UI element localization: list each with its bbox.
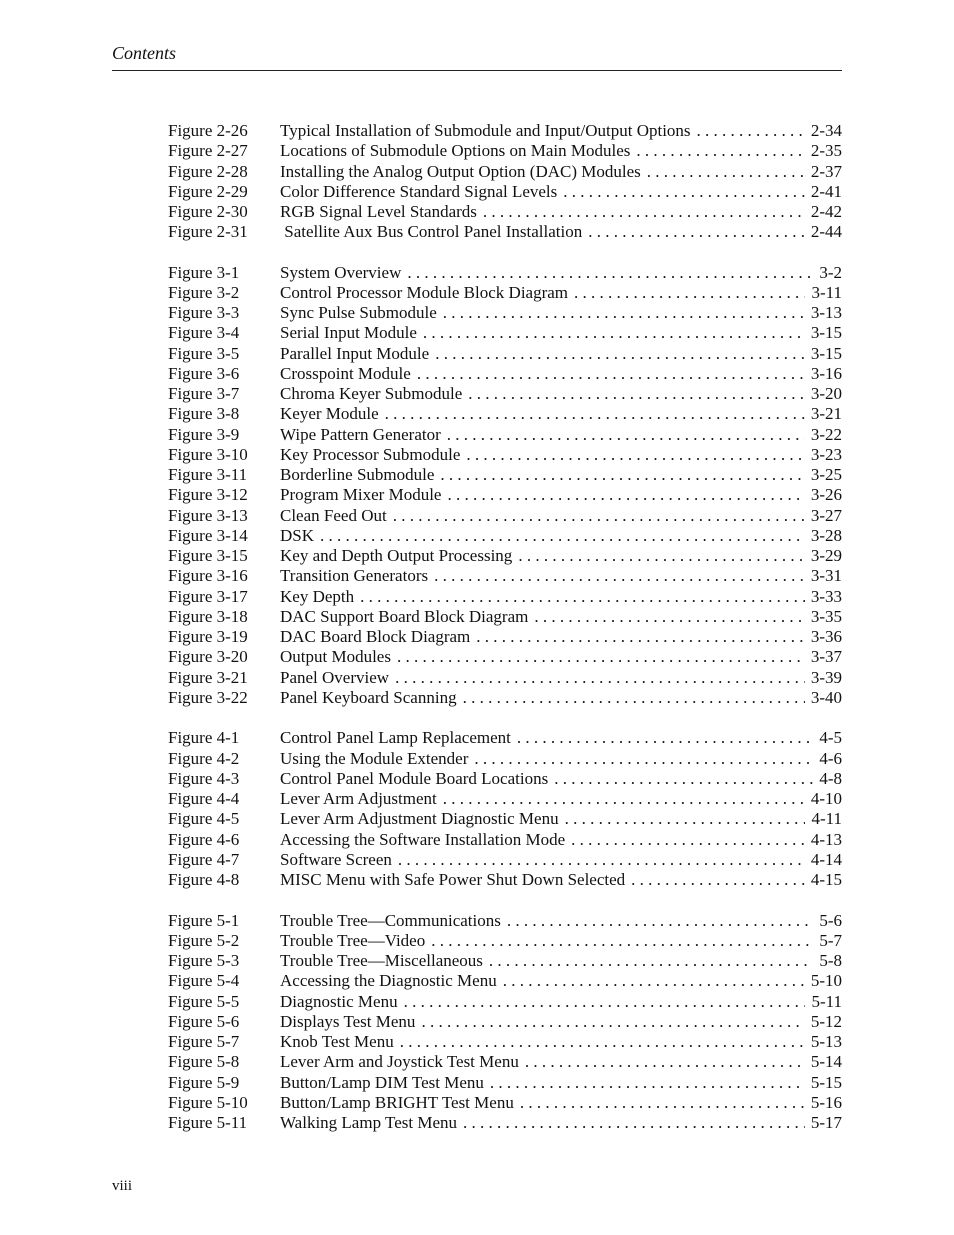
figure-number: Figure 3-4: [168, 323, 240, 343]
figure-number: Figure 3-21: [168, 667, 248, 687]
dot-leader: [466, 445, 804, 465]
figure-title: Locations of Submodule Options on Main Modules: [280, 141, 631, 161]
figure-number: Figure 2-30: [168, 202, 248, 221]
figure-title: Crosspoint Module: [280, 363, 411, 383]
figure-page: 3-37: [810, 647, 842, 667]
figure-title: Button/Lamp DIM Test Menu: [280, 1072, 484, 1092]
running-head-title: Contents: [112, 43, 177, 63]
figure-title: Knob Test Menu: [280, 1032, 394, 1052]
figure-title: Accessing the Software Installation Mode: [280, 829, 566, 849]
figure-number: Figure 3-15: [168, 546, 248, 566]
figure-page: 4-11: [811, 809, 842, 829]
figure-page: 3-22: [810, 424, 842, 444]
figure-page: 3-11: [811, 282, 842, 302]
figure-title: Clean Feed Out: [280, 505, 387, 525]
figure-number: Figure 5-6: [168, 1011, 240, 1031]
figure-number: Figure 2-26: [168, 121, 248, 140]
figure-number: Figure 2-31: [168, 222, 248, 242]
toc-entry: [168, 506, 842, 526]
dot-leader: [385, 404, 805, 424]
figure-number: Figure 3-1: [168, 262, 240, 282]
figure-title: Keyer Module: [280, 404, 379, 424]
figure-title: Panel Overview: [280, 667, 390, 687]
figure-title: Diagnostic Menu: [280, 991, 398, 1011]
dot-leader: [563, 182, 805, 202]
toc-entry: [168, 627, 842, 647]
dot-leader: [474, 749, 813, 769]
figure-title: Output Modules: [280, 647, 391, 667]
toc-entry: [168, 951, 842, 971]
figure-page: 3-26: [810, 485, 842, 505]
figure-group: [168, 728, 842, 890]
dot-leader: [647, 162, 805, 182]
toc-entry: [168, 911, 842, 931]
toc-entry: [168, 668, 842, 688]
figure-number: Figure 3-17: [168, 586, 248, 606]
figure-page: 4-10: [810, 789, 842, 809]
toc-entry: [168, 1052, 842, 1072]
dot-leader: [697, 121, 805, 141]
header-rule: [112, 70, 842, 71]
figure-title: Control Panel Lamp Replacement: [280, 728, 511, 748]
dot-leader: [440, 465, 804, 485]
figure-title: Button/Lamp BRIGHT Test Menu: [280, 1092, 514, 1112]
figure-page: 3-13: [810, 303, 842, 323]
toc-entry: [168, 404, 842, 424]
figure-title: Control Panel Module Board Locations: [280, 768, 549, 788]
figure-number: Figure 4-6: [168, 829, 240, 849]
figure-title: Wipe Pattern Generator: [280, 424, 441, 444]
toc-entry: [168, 769, 842, 789]
dot-leader: [463, 688, 805, 708]
figure-title: Typical Installation of Submodule and Input/Output Options: [280, 121, 691, 140]
toc-entry: [168, 465, 842, 485]
figure-title: DSK: [280, 525, 315, 545]
figure-page: 2-42: [810, 202, 842, 221]
dot-leader: [520, 1093, 805, 1113]
figure-page: 5-11: [811, 991, 842, 1011]
dot-leader: [636, 141, 804, 161]
figure-page: 3-40: [810, 687, 842, 707]
dot-leader: [431, 931, 813, 951]
figure-title: DAC Board Block Diagram: [280, 627, 471, 647]
figure-title: Program Mixer Module: [280, 485, 442, 505]
figure-page: 3-25: [810, 465, 842, 485]
dot-leader: [588, 222, 805, 242]
page-number: viii: [112, 1178, 133, 1194]
figure-page: 5-13: [810, 1032, 842, 1052]
figure-page: 2-34: [810, 121, 842, 140]
figure-page: 3-23: [810, 444, 842, 464]
toc-entry: [168, 445, 842, 465]
toc-entry: [168, 870, 842, 890]
dot-leader: [503, 971, 805, 991]
figure-page: 3-29: [810, 546, 842, 566]
figure-number: Figure 3-18: [168, 606, 248, 626]
figure-number: Figure 3-3: [168, 303, 240, 323]
figure-title: Transition Generators: [280, 566, 429, 586]
figure-number: Figure 3-19: [168, 627, 248, 647]
dot-leader: [393, 506, 805, 526]
dot-leader: [434, 566, 805, 586]
figure-number: Figure 5-8: [168, 1052, 240, 1072]
toc-entry: [168, 607, 842, 627]
figure-number: Figure 2-29: [168, 181, 248, 201]
toc-entry: [168, 384, 842, 404]
toc-entry: [168, 728, 842, 748]
figure-number: Figure 3-8: [168, 404, 240, 424]
figure-title: Lever Arm Adjustment: [280, 789, 437, 809]
figure-number: Figure 4-7: [168, 849, 240, 869]
dot-leader: [490, 1073, 805, 1093]
figure-title: Lever Arm Adjustment Diagnostic Menu: [280, 809, 559, 829]
figure-number: Figure 3-11: [168, 465, 248, 485]
dot-leader: [447, 425, 805, 445]
figure-title: Key Processor Submodule: [280, 444, 461, 464]
figure-title: MISC Menu with Safe Power Shut Down Selected: [280, 870, 626, 890]
toc-entry: [168, 587, 842, 607]
list-of-figures: [168, 121, 842, 1154]
figure-group: [168, 263, 842, 709]
dot-leader: [435, 344, 805, 364]
dot-leader: [571, 830, 805, 850]
figure-page: 4-6: [819, 748, 842, 768]
figure-page: 3-31: [810, 566, 842, 586]
figure-page: 4-15: [810, 870, 842, 890]
figure-page: 3-16: [810, 363, 842, 383]
toc-entry: [168, 344, 842, 364]
figure-number: Figure 3-20: [168, 647, 248, 667]
figure-title: Lever Arm and Joystick Test Menu: [280, 1052, 519, 1072]
figure-number: Figure 3-16: [168, 566, 248, 586]
toc-entry: [168, 789, 842, 809]
figure-title: Chroma Keyer Submodule: [280, 384, 463, 404]
dot-leader: [518, 546, 805, 566]
dot-leader: [443, 303, 805, 323]
figure-number: Figure 4-4: [168, 789, 240, 809]
figure-page: 5-8: [819, 951, 842, 971]
figure-title: Serial Input Module: [280, 323, 417, 343]
toc-entry: [168, 992, 842, 1012]
toc-entry: [168, 830, 842, 850]
figure-title: Accessing the Diagnostic Menu: [280, 971, 497, 991]
dot-leader: [463, 1113, 805, 1133]
toc-entry: [168, 850, 842, 870]
figure-title: Trouble Tree—Miscellaneous: [280, 951, 483, 971]
figure-page: 5-6: [819, 910, 842, 930]
figure-page: 4-13: [810, 829, 842, 849]
figure-title: Key Depth: [280, 586, 355, 606]
toc-entry: [168, 931, 842, 951]
figure-page: 3-35: [810, 606, 842, 626]
figure-title: Displays Test Menu: [280, 1011, 416, 1031]
figure-number: Figure 3-9: [168, 424, 240, 444]
dot-leader: [398, 850, 805, 870]
figure-title: Sync Pulse Submodule: [280, 303, 437, 323]
figure-title: Satellite Aux Bus Control Panel Installation: [280, 222, 583, 242]
figure-page: 4-5: [819, 728, 842, 748]
dot-leader: [423, 323, 805, 343]
dot-leader: [565, 809, 806, 829]
figure-page: 5-12: [810, 1011, 842, 1031]
figure-title: Trouble Tree—Communications: [280, 910, 501, 930]
figure-number: Figure 5-1: [168, 910, 240, 930]
figure-number: Figure 3-5: [168, 343, 240, 363]
toc-entry: [168, 566, 842, 586]
toc-entry: [168, 121, 842, 141]
figure-page: 5-17: [810, 1113, 842, 1133]
dot-leader: [395, 668, 805, 688]
figure-page: 3-39: [810, 667, 842, 687]
toc-entry: [168, 283, 842, 303]
figure-title: Software Screen: [280, 849, 392, 869]
figure-number: Figure 3-10: [168, 444, 248, 464]
figure-page: 5-10: [810, 971, 842, 991]
toc-entry: [168, 1032, 842, 1052]
figure-number: Figure 5-5: [168, 991, 240, 1011]
figure-number: Figure 4-8: [168, 870, 240, 890]
figure-number: Figure 3-22: [168, 687, 248, 707]
toc-entry: [168, 303, 842, 323]
toc-entry: [168, 222, 842, 242]
toc-entry: [168, 526, 842, 546]
figure-title: RGB Signal Level Standards: [280, 202, 477, 221]
figure-number: Figure 3-7: [168, 384, 240, 404]
toc-entry: [168, 647, 842, 667]
figure-title: Key and Depth Output Processing: [280, 546, 513, 566]
figure-title: Trouble Tree—Video: [280, 930, 426, 950]
figure-page: 3-2: [819, 262, 842, 282]
figure-number: Figure 4-5: [168, 809, 240, 829]
figure-page: 2-37: [810, 161, 842, 181]
figure-title: Borderline Submodule: [280, 465, 435, 485]
dot-leader: [404, 992, 806, 1012]
toc-entry: [168, 425, 842, 445]
figure-page: 5-14: [810, 1052, 842, 1072]
toc-entry: [168, 1073, 842, 1093]
toc-entry: [168, 1093, 842, 1113]
toc-entry: [168, 141, 842, 161]
figure-title: Using the Module Extender: [280, 748, 469, 768]
toc-entry: [168, 364, 842, 384]
figure-title: Control Processor Module Block Diagram: [280, 282, 569, 302]
figure-number: Figure 4-3: [168, 768, 240, 788]
figure-number: Figure 2-28: [168, 161, 248, 181]
figure-number: Figure 4-2: [168, 748, 240, 768]
figure-page: 3-20: [810, 384, 842, 404]
dot-leader: [476, 627, 805, 647]
figure-page: 3-28: [810, 525, 842, 545]
toc-entry: [168, 546, 842, 566]
figure-page: 3-15: [810, 343, 842, 363]
toc-entry: [168, 1113, 842, 1133]
figure-title: DAC Support Board Block Diagram: [280, 606, 529, 626]
figure-number: Figure 5-7: [168, 1032, 240, 1052]
figure-number: Figure 3-14: [168, 525, 248, 545]
dot-leader: [417, 364, 805, 384]
figure-number: Figure 3-13: [168, 505, 248, 525]
figure-title: Parallel Input Module: [280, 343, 430, 363]
dot-leader: [421, 1012, 804, 1032]
toc-entry: [168, 485, 842, 505]
dot-leader: [468, 384, 805, 404]
figure-number: Figure 3-6: [168, 363, 240, 383]
toc-entry: [168, 323, 842, 343]
dot-leader: [483, 202, 805, 222]
figure-page: 3-36: [810, 627, 842, 647]
figure-group: [168, 911, 842, 1134]
figure-number: Figure 5-11: [168, 1113, 248, 1133]
figure-page: 3-21: [810, 404, 842, 424]
figure-number: Figure 4-1: [168, 728, 240, 748]
figure-page: 3-27: [810, 505, 842, 525]
figure-group: [168, 121, 842, 243]
dot-leader: [400, 1032, 805, 1052]
dot-leader: [525, 1052, 805, 1072]
figure-number: Figure 5-10: [168, 1092, 248, 1112]
toc-entry: [168, 971, 842, 991]
dot-leader: [489, 951, 813, 971]
figure-page: 4-14: [810, 849, 842, 869]
toc-entry: [168, 688, 842, 708]
figure-page: 5-7: [819, 930, 842, 950]
figure-number: Figure 5-4: [168, 971, 240, 991]
toc-entry: [168, 162, 842, 182]
figure-page: 3-15: [810, 323, 842, 343]
dot-leader: [574, 283, 805, 303]
figure-number: Figure 5-2: [168, 930, 240, 950]
toc-entry: [168, 809, 842, 829]
dot-leader: [631, 870, 805, 890]
figure-title: Panel Keyboard Scanning: [280, 687, 457, 707]
figure-page: 5-15: [810, 1072, 842, 1092]
toc-entry: [168, 202, 842, 222]
figure-page: 2-44: [810, 222, 842, 242]
figure-page: 2-35: [810, 141, 842, 161]
figure-title: Color Difference Standard Signal Levels: [280, 181, 558, 201]
toc-entry: [168, 263, 842, 283]
dot-leader: [517, 728, 813, 748]
dot-leader: [507, 911, 813, 931]
figure-page: 5-16: [810, 1092, 842, 1112]
dot-leader: [447, 485, 804, 505]
figure-page: 3-33: [810, 586, 842, 606]
figure-number: Figure 3-12: [168, 485, 248, 505]
toc-entry: [168, 182, 842, 202]
figure-title: System Overview: [280, 262, 402, 282]
dot-leader: [534, 607, 804, 627]
figure-title: Installing the Analog Output Option (DAC) Modules: [280, 161, 641, 181]
dot-leader: [360, 587, 805, 607]
figure-page: 2-41: [810, 181, 842, 201]
figure-number: Figure 3-2: [168, 282, 240, 302]
dot-leader: [554, 769, 813, 789]
dot-leader: [407, 263, 813, 283]
figure-title: Walking Lamp Test Menu: [280, 1113, 458, 1133]
dot-leader: [320, 526, 805, 546]
dot-leader: [397, 647, 805, 667]
toc-entry: [168, 749, 842, 769]
toc-entry: [168, 1012, 842, 1032]
figure-number: Figure 5-9: [168, 1072, 240, 1092]
dot-leader: [443, 789, 805, 809]
figure-number: Figure 2-27: [168, 141, 248, 161]
figure-page: 4-8: [819, 768, 842, 788]
figure-number: Figure 5-3: [168, 951, 240, 971]
